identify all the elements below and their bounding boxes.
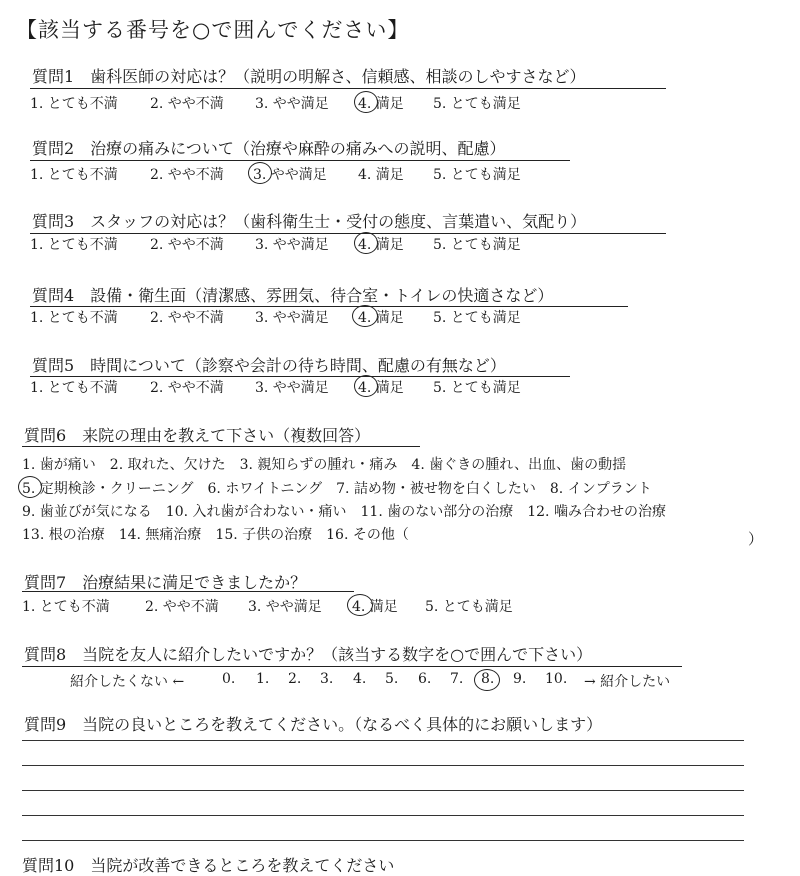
q8-scale-7: 7. xyxy=(450,671,464,687)
q2-option-4: 4. 満足 xyxy=(358,167,404,183)
q7-option-2: 2. やや不満 xyxy=(145,599,219,615)
q8-scale-10: 10. xyxy=(545,671,568,687)
q3-option-1: 1. とても不満 xyxy=(30,237,118,253)
q1-option-1: 1. とても不満 xyxy=(30,96,118,112)
q6-line-2: 5. 定期検診・クリーニング 6. ホワイトニング 7. 詰め物・被せ物を白くしたい 8. インプラント xyxy=(22,481,652,497)
q7-option-4: 4. 満足 xyxy=(352,599,398,615)
question-6-label: 質問6 来院の理由を教えて下さい（複数回答） xyxy=(24,426,371,445)
question-7-underline xyxy=(22,591,354,592)
q8-scale-5: 5. xyxy=(385,671,399,687)
q6-line-3: 9. 歯並びが気になる 10. 入れ歯が合わない・痛い 11. 歯のない部分の治療 12. 噛み合わせの治療 xyxy=(22,504,666,520)
q2-option-2: 2. やや不満 xyxy=(150,167,224,183)
q2-option-1: 1. とても不満 xyxy=(30,167,118,183)
question-7-label: 質問7 治療結果に満足できましたか？ xyxy=(24,573,307,592)
question-9-label: 質問9 当院の良いところを教えてください。（なるべく具体的にお願いします） xyxy=(24,715,603,734)
q1-option-5: 5. とても満足 xyxy=(433,96,521,112)
q3-option-4: 4. 満足 xyxy=(358,237,404,253)
q5-option-5: 5. とても満足 xyxy=(433,380,521,396)
q8-scale-0: 0. xyxy=(222,671,236,687)
q6-line-4: 13. 根の治療 14. 無痛治療 15. 子供の治療 16. その他（ xyxy=(22,527,409,543)
q2-option-5: 5. とても満足 xyxy=(433,167,521,183)
q4-option-1: 1. とても不満 xyxy=(30,310,118,326)
q5-selection-circle xyxy=(354,375,378,397)
question-3-underline xyxy=(30,233,666,234)
q2-option-3: 3. やや満足 xyxy=(253,167,327,183)
q4-selection-circle xyxy=(352,305,378,327)
question-5-label: 質問5 時間について（診察や会計の待ち時間、配慮の有無など） xyxy=(32,356,506,375)
q5-option-1: 1. とても不満 xyxy=(30,380,118,396)
q8-scale-2: 2. xyxy=(288,671,302,687)
answer-line-4 xyxy=(22,815,744,816)
question-2-label: 質問2 治療の痛みについて（治療や麻酔の痛みへの説明、配慮） xyxy=(32,139,506,158)
q1-selection-circle xyxy=(354,91,378,113)
q8-scale-9: 9. xyxy=(513,671,527,687)
q8-left-label: 紹介したくない ← xyxy=(70,674,185,690)
q8-scale-4: 4. xyxy=(353,671,367,687)
q1-option-3: 3. やや満足 xyxy=(255,96,329,112)
q3-selection-circle xyxy=(354,232,378,254)
q7-option-5: 5. とても満足 xyxy=(425,599,513,615)
question-8-underline xyxy=(22,666,682,667)
question-6-underline xyxy=(22,446,420,447)
q2-selection-circle xyxy=(248,162,272,184)
question-10-label-partial: 質問10 当院が改善できるところを教えてください xyxy=(22,856,395,875)
answer-line-3 xyxy=(22,790,744,791)
question-4-underline xyxy=(30,306,628,307)
q3-option-5: 5. とても満足 xyxy=(433,237,521,253)
question-2-underline xyxy=(30,160,570,161)
question-8-label: 質問8 当院を友人に紹介したいですか？（該当する数字を○で囲んで下さい） xyxy=(24,645,593,664)
q5-option-4: 4. 満足 xyxy=(358,380,404,396)
q8-right-label: → 紹介したい xyxy=(584,674,671,690)
q4-option-5: 5. とても満足 xyxy=(433,310,521,326)
q4-option-2: 2. やや不満 xyxy=(150,310,224,326)
answer-line-5 xyxy=(22,840,744,841)
q5-option-2: 2. やや不満 xyxy=(150,380,224,396)
q1-option-2: 2. やや不満 xyxy=(150,96,224,112)
answer-line-1 xyxy=(22,740,744,741)
q8-scale-6: 6. xyxy=(418,671,432,687)
q8-scale-1: 1. xyxy=(256,671,270,687)
form-title: 【該当する番号を○で囲んでください】 xyxy=(16,18,410,42)
q6-other-close-paren: ） xyxy=(748,530,764,548)
q6-selection-circle xyxy=(18,476,42,498)
q1-option-4: 4. 満足 xyxy=(358,96,404,112)
q4-option-3: 3. やや満足 xyxy=(255,310,329,326)
q7-option-3: 3. やや満足 xyxy=(248,599,322,615)
answer-line-2 xyxy=(22,765,744,766)
q8-selection-circle xyxy=(474,669,500,691)
q6-line-1: 1. 歯が痛い 2. 取れた、欠けた 3. 親知らずの腫れ・痛み 4. 歯ぐきの腫れ、出血、歯の動揺 xyxy=(22,457,627,473)
q3-option-2: 2. やや不満 xyxy=(150,237,224,253)
question-4-label: 質問4 設備・衛生面（清潔感、雰囲気、待合室・トイレの快適さなど） xyxy=(32,286,554,305)
q7-selection-circle xyxy=(347,594,373,616)
question-3-label: 質問3 スタッフの対応は？（歯科衛生士・受付の態度、言葉遣い、気配り） xyxy=(32,212,587,231)
q7-option-1: 1. とても不満 xyxy=(22,599,110,615)
question-1-label: 質問1 歯科医師の対応は？（説明の明解さ、信頼感、相談のしやすさなど） xyxy=(32,67,586,86)
q8-scale-3: 3. xyxy=(320,671,334,687)
q4-option-4: 4. 満足 xyxy=(358,310,404,326)
question-1-underline xyxy=(30,88,666,89)
q5-option-3: 3. やや満足 xyxy=(255,380,329,396)
q3-option-3: 3. やや満足 xyxy=(255,237,329,253)
q8-scale-8: 8. xyxy=(481,671,495,687)
